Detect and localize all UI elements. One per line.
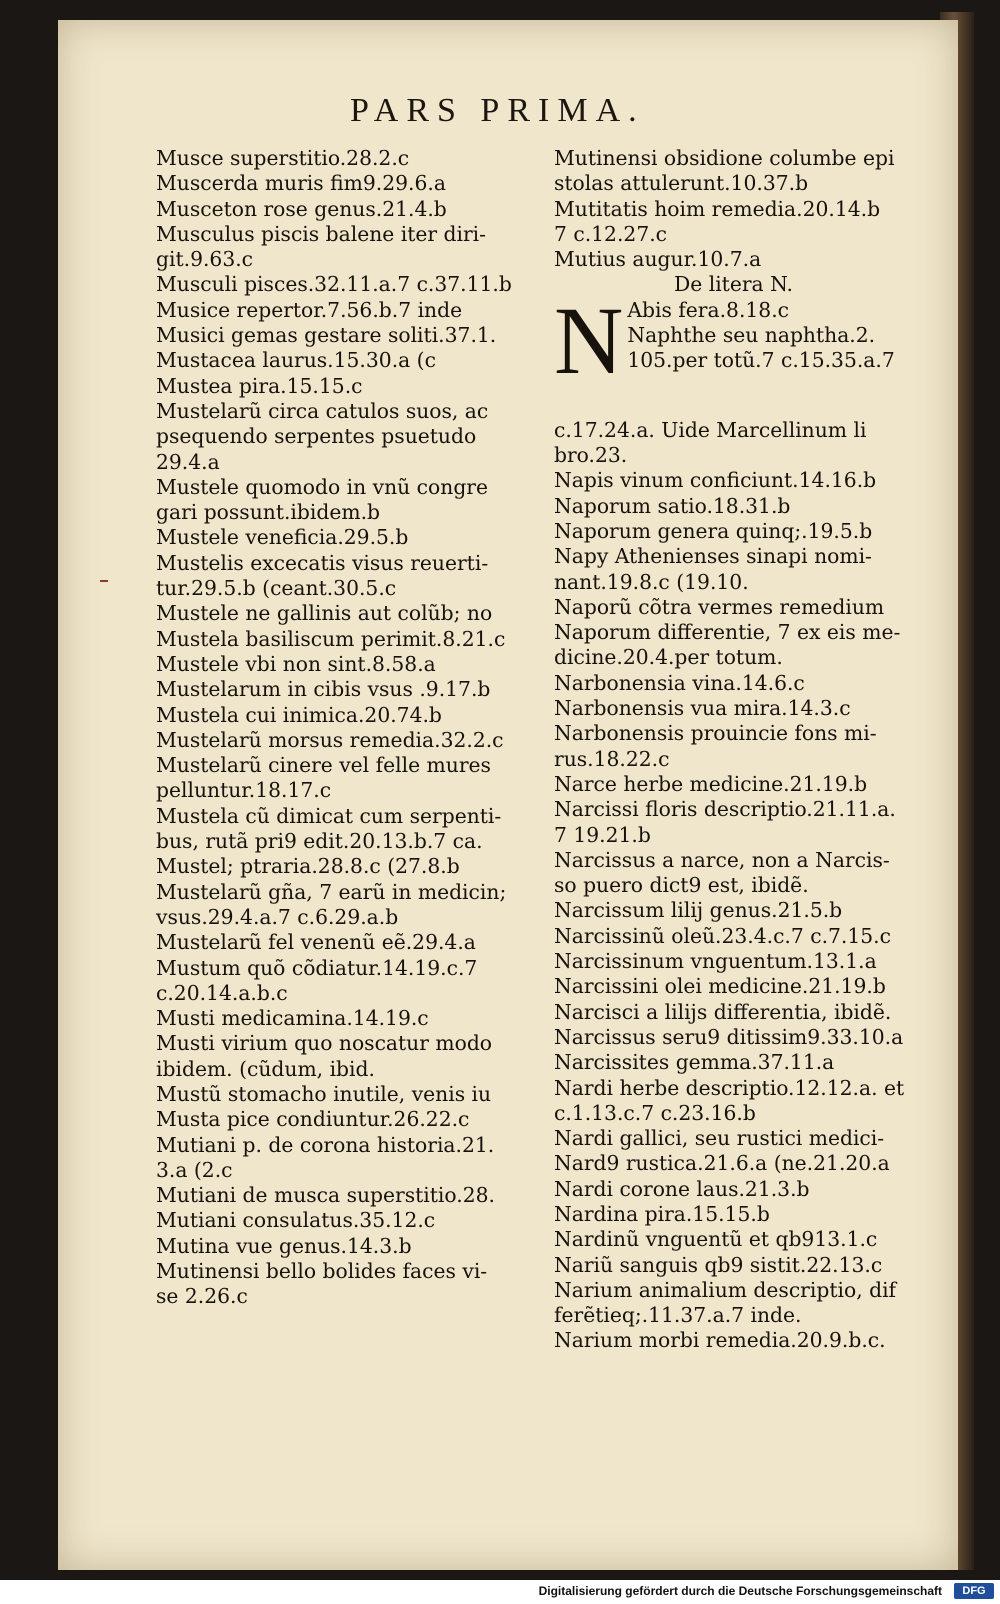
index-entry: Mustela basiliscum perimit.8.21.c (156, 626, 506, 651)
index-entry: psequendo serpentes psuetudo (156, 424, 477, 449)
index-entry: Mustũ stomacho inutile, venis iu (156, 1081, 492, 1106)
index-entry: tur.29.5.b (ceant.30.5.c (156, 576, 397, 601)
index-entry: ferẽtieq;.11.37.a.7 inde. (554, 1303, 802, 1328)
index-entry: Napis vinum conficiunt.14.16.b (554, 468, 877, 493)
index-entry: 3.a (2.c (156, 1157, 233, 1182)
index-entry: Musculus piscis balene iter diri- (156, 221, 486, 246)
index-entry: Mutius augur.10.7.a (554, 247, 762, 272)
margin-mark (100, 580, 108, 582)
index-entry: Mutitatis hoim remedia.20.14.b (554, 196, 881, 221)
index-entry: dicine.20.4.per totum. (554, 645, 783, 670)
index-entry: Narcissus a narce, non a Narcis- (554, 847, 890, 872)
index-entry: 105.per totũ.7 c.15.35.a.7 (627, 348, 895, 373)
initial-block (554, 286, 939, 418)
index-entry: Mutina vue genus.14.3.b (156, 1233, 412, 1258)
footer-bar (0, 1580, 1000, 1604)
index-entry: Narbonensis prouincie fons mi- (554, 721, 877, 746)
index-entry: Napy Athenienses sinapi nomi- (554, 544, 872, 569)
index-entry: Nariũ sanguis qb9 sistit.22.13.c (554, 1252, 883, 1277)
index-entry: Musici gemas gestare soliti.37.1. (156, 323, 497, 348)
index-entry: Narcissinũ oleũ.23.4.c.7 c.7.15.c (554, 923, 891, 948)
index-entry: Musti virium quo noscatur modo (156, 1031, 493, 1056)
index-entry: Naporum differentie, 7 ex eis me- (554, 620, 901, 645)
initial-letter: N (554, 286, 624, 394)
index-entry: Mutinensi obsidione columbe epi (554, 146, 895, 170)
index-entry: Narcissus seru9 ditissim9.33.10.a (554, 1024, 904, 1049)
index-entry: Narcissum lilij genus.21.5.b (554, 898, 843, 923)
index-entry: bus, rutã pri9 edit.20.13.b.7 ca. (156, 829, 483, 854)
index-entry: Musti medicamina.14.19.c (156, 1006, 429, 1031)
index-entry: Narcissi floris descriptio.21.11.a. (554, 797, 896, 822)
index-entry: Mustelarũ cinere vel felle mures (156, 753, 491, 778)
dfg-logo: DFG (954, 1583, 994, 1599)
footer-credit: Digitalisierung gefördert durch die Deutsche Forschungsgemeinschaft (538, 1584, 942, 1598)
index-entry: ibidem. (cũdum, ibid. (156, 1056, 375, 1081)
index-entry: Narcissites gemma.37.11.a (554, 1050, 835, 1075)
index-entry: nant.19.8.c (19.10. (554, 569, 749, 594)
index-entry: pelluntur.18.17.c (156, 778, 332, 803)
index-entry: Mustum quõ cõdiatur.14.19.c.7 (156, 955, 478, 980)
index-entry: c.17.24.a. Uide Marcellinum li (554, 417, 867, 442)
index-entry: Mutiani de musca superstitio.28. (156, 1183, 495, 1208)
index-entry: Mutiani p. de corona historia.21. (156, 1132, 495, 1157)
index-entry: Naphthe seu naphtha.2. (627, 323, 876, 348)
index-entry: c.1.13.c.7 c.23.16.b (554, 1100, 756, 1125)
index-entry: Nard9 rustica.21.6.a (ne.21.20.a (554, 1151, 890, 1176)
right-column (554, 146, 939, 1354)
index-entry: Musta pice condiuntur.26.22.c (156, 1107, 470, 1132)
index-entry: stolas attulerunt.10.37.b (554, 171, 809, 196)
index-entry: Musce superstitio.28.2.c (156, 146, 410, 170)
index-entry: Mustelarũ morsus remedia.32.2.c (156, 727, 504, 752)
index-entry: Musceton rose genus.21.4.b (156, 196, 447, 221)
index-entry: rus.18.22.c (554, 746, 670, 771)
index-entry: Narium animalium descriptio, dif (554, 1277, 897, 1302)
index-entry: Mustela cũ dimicat cum serpenti- (156, 803, 502, 828)
index-entry: Mustacea laurus.15.30.a (c (156, 348, 436, 373)
index-entry: Nardinũ vnguentũ et qb913.1.c (554, 1227, 878, 1252)
index-entry: vsus.29.4.a.7 c.6.29.a.b (156, 904, 399, 929)
index-entry: Mustele ne gallinis aut colũb; no (156, 601, 493, 626)
index-entry: Narbonensia vina.14.6.c (554, 670, 805, 695)
index-entry: Mustele quomodo in vnũ congre (156, 474, 488, 499)
index-entry: Nardi corone laus.21.3.b (554, 1176, 810, 1201)
index-entry: Naporum genera quinq;.19.5.b (554, 518, 873, 543)
index-entry: Nardi herbe descriptio.12.12.a. et (554, 1075, 905, 1100)
index-entry: Naporũ cõtra vermes remedium (554, 594, 885, 619)
index-entry: so puero dict9 est, ibidẽ. (554, 873, 809, 898)
index-entry: 29.4.a (156, 449, 220, 474)
index-entry: Narcissinum vnguentum.13.1.a (554, 949, 877, 974)
index-entry: Musice repertor.7.56.b.7 inde (156, 297, 463, 322)
index-entry: Musculi pisces.32.11.a.7 c.37.11.b (156, 272, 512, 297)
index-entry: se 2.26.c (156, 1284, 248, 1309)
section-heading: De litera N. (674, 272, 793, 297)
index-entry: Nardi gallici, seu rustici medici- (554, 1126, 885, 1151)
index-entry: Mustelarũ circa catulos suos, ac (156, 398, 489, 423)
index-entry: bro.23. (554, 443, 628, 468)
index-entry: Mustelarũ fel venenũ eẽ.29.4.a (156, 930, 476, 955)
page-header: PARS PRIMA. (350, 92, 645, 129)
index-entry: Mustea pira.15.15.c (156, 373, 363, 398)
index-entry: Mustele vbi non sint.8.58.a (156, 651, 436, 676)
index-entry: Narbonensis vua mira.14.3.c (554, 696, 851, 721)
index-entry: Muscerda muris fim9.29.6.a (156, 171, 446, 196)
index-entry: Naporum satio.18.31.b (554, 493, 791, 518)
left-column (156, 146, 541, 1310)
index-entry: Narcisci a lilijs differentia, ibidẽ. (554, 999, 892, 1024)
index-entry: 7 19.21.b (554, 822, 651, 847)
index-entry: 7 c.12.27.c (554, 221, 668, 246)
index-entry: git.9.63.c (156, 247, 254, 272)
index-entry: Mustela cui inimica.20.74.b (156, 702, 442, 727)
index-entry: gari possunt.ibidem.b (156, 500, 381, 525)
index-entry: Mutiani consulatus.35.12.c (156, 1208, 436, 1233)
index-entry: Narcissini olei medicine.21.19.b (554, 974, 886, 999)
index-entry: Abis fera.8.18.c (627, 297, 790, 322)
index-entry: Mustelarũ gña, 7 earũ in medicin; (156, 879, 507, 904)
index-entry: Mustelarum in cibis vsus .9.17.b (156, 677, 491, 702)
index-entry: Mutinensi bello bolides faces vi- (156, 1259, 488, 1284)
index-entry: Mustel; ptraria.28.8.c (27.8.b (156, 854, 460, 879)
index-entry: Mustele veneficia.29.5.b (156, 525, 409, 550)
index-entry: Mustelis excecatis visus reuerti- (156, 550, 489, 575)
index-entry: c.20.14.a.b.c (156, 980, 288, 1005)
index-entry: Narce herbe medicine.21.19.b (554, 771, 868, 796)
index-entry: Narium morbi remedia.20.9.b.c. (554, 1328, 886, 1353)
index-entry: Nardina pira.15.15.b (554, 1201, 770, 1226)
